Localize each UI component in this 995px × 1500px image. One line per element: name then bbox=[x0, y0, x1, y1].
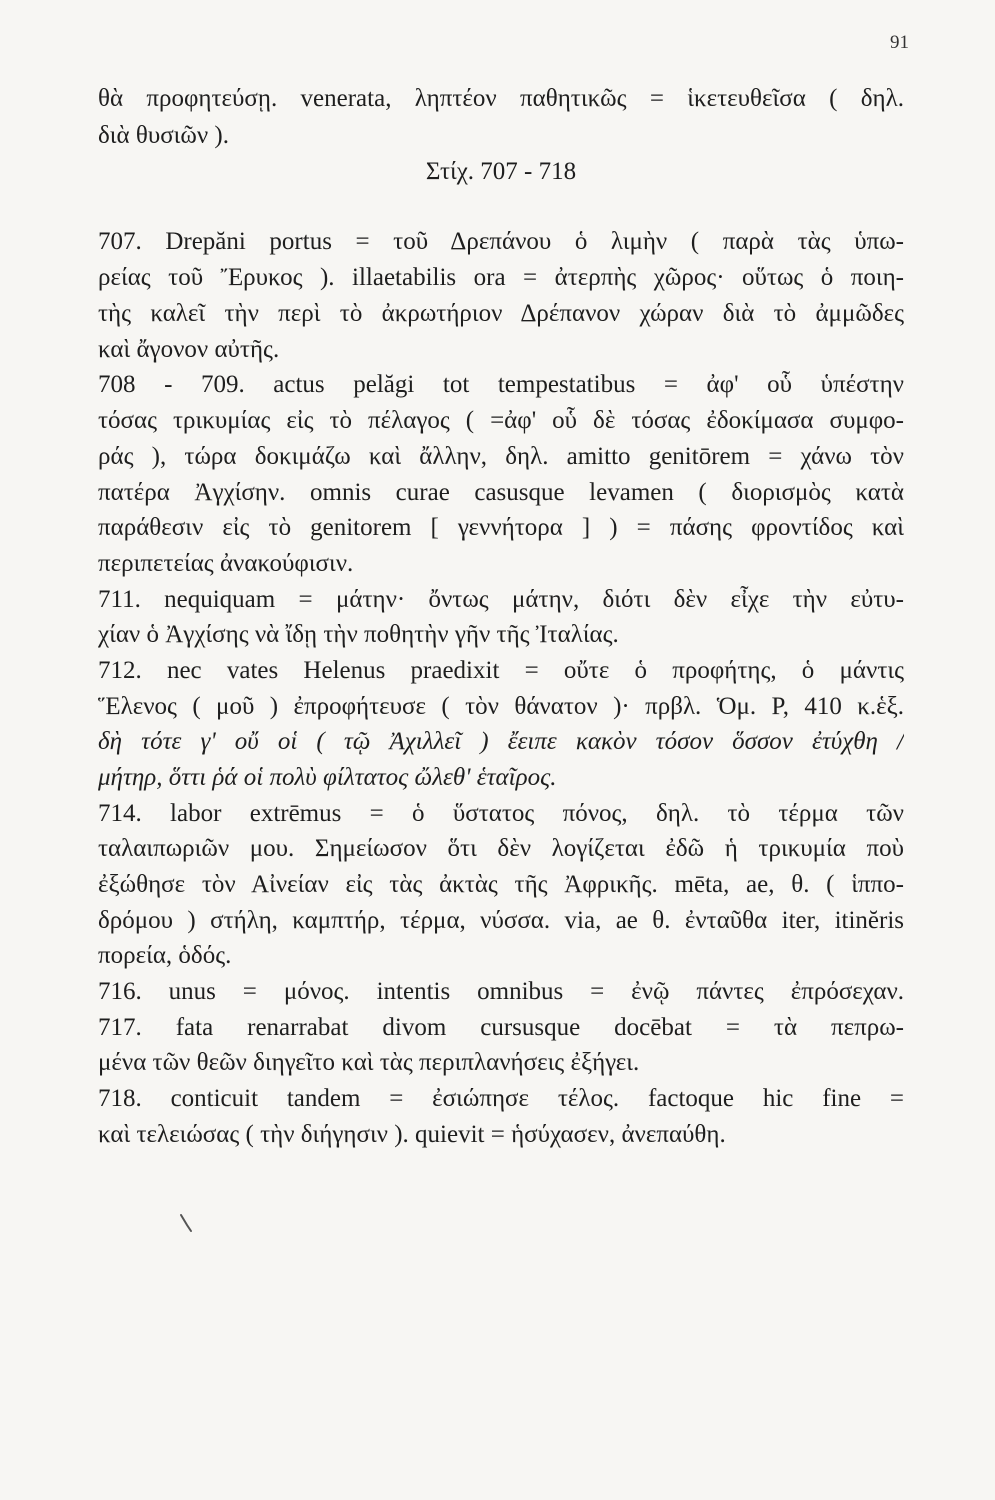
text-line: ράς ), τώρα δοκιμάζω καὶ ἄλλην, δηλ. amitto genitōrem = χάνω τὸν bbox=[98, 443, 904, 470]
text-line: χίαν ὁ Ἀγχίσης νὰ ἴδῃ τὴν ποθητὴν γῆν τῆς Ἰταλίας. bbox=[98, 621, 619, 648]
text-line: Ἕλενος ( μοῦ ) ἐπροφήτευσε ( τὸν θάνατον )· πρβλ. Ὁμ. Ρ, 410 κ.ἑξ. bbox=[98, 693, 904, 720]
quote-line: δὴ τότε γ' οὔ οἱ ( τῷ Ἀχιλλεῖ ) ἔειπε κακὸν τόσον ὅσσον ἐτύχθη / bbox=[98, 728, 904, 755]
text-line: 712. nec vates Helenus praedixit = οὔτε ὁ προφήτης, ὁ μάντις bbox=[98, 657, 904, 684]
text-line: 718. conticuit tandem = ἐσιώπησε τέλος. factoque hic fine = bbox=[98, 1085, 904, 1112]
text-line: 714. labor extrēmus = ὁ ὕστατος πόνος, δηλ. τὸ τέρμα τῶν bbox=[98, 800, 904, 827]
section-heading: Στίχ. 707 - 718 bbox=[425, 158, 577, 185]
text-line: πατέρα Ἀγχίσην. omnis curae casusque levamen ( διορισμὸς κατὰ bbox=[98, 479, 904, 506]
text-line: πορεία, ὁδός. bbox=[98, 942, 232, 969]
text-line: περιπετείας ἀνακούφισιν. bbox=[98, 550, 354, 577]
text-line: μένα τῶν θεῶν διηγεῖτο καὶ τὰς περιπλανήσεις ἐξήγει. bbox=[98, 1049, 640, 1076]
text-line: ταλαιπωριῶν μου. Σημείωσον ὅτι δὲν λογίζεται ἐδῶ ἡ τρικυμία ποὺ bbox=[98, 835, 904, 862]
text-line: τὴς καλεῖ τὴν περὶ τὸ ἀκρωτήριον Δρέπανον χώραν διὰ τὸ ἀμμῶδες bbox=[98, 300, 904, 327]
quote-line: μήτηρ, ὅττι ῥά οἱ πολὺ φίλτατος ὤλεθ' ἑταῖρος. bbox=[98, 764, 557, 791]
text-line: θὰ προφητεύσῃ. venerata, ληπτέον παθητικῶς = ἱκετευθεῖσα ( δηλ. bbox=[98, 85, 904, 112]
text-line: παράθεσιν εἰς τὸ genitorem [ γεννήτορα ] ) = πάσης φροντίδος καὶ bbox=[98, 514, 904, 541]
text-line: ἐξώθησε τὸν Αἰνείαν εἰς τὰς ἀκτὰς τῆς Ἀφρικῆς. mēta, ae, θ. ( ἱππο- bbox=[98, 871, 904, 898]
text-line: 708 - 709. actus pelăgi tot tempestatibus = ἀφ' οὗ ὑπέστην bbox=[98, 371, 904, 398]
text-line: 716. unus = μόνος. intentis omnibus = ἐνῷ πάντες ἐπρόσεχαν. bbox=[98, 978, 904, 1005]
text-line: διὰ θυσιῶν ). bbox=[98, 122, 229, 149]
text-line: 717. fata renarrabat divom cursusque docēbat = τὰ πεπρω- bbox=[98, 1014, 904, 1041]
text-line: δρόμου ) στήλη, καμπτήρ, τέρμα, νύσσα. via, ae θ. ἐνταῦθα iter, itinĕris bbox=[98, 907, 904, 934]
text-line: τόσας τρικυμίας εἰς τὸ πέλαγος ( =ἀφ' οὗ δὲ τόσας ἐδοκίμασα συμφο- bbox=[98, 407, 904, 434]
text-line: καὶ ἄγονον αὐτῆς. bbox=[98, 336, 280, 363]
page-number: 91 bbox=[890, 32, 909, 53]
text-line: 707. Drepăni portus = τοῦ Δρεπάνου ὁ λιμὴν ( παρὰ τὰς ὑπω- bbox=[98, 228, 904, 255]
pencil-mark-icon bbox=[178, 1212, 196, 1234]
text-line: καὶ τελειώσας ( τὴν διήγησιν ). quievit = ἡσύχασεν, ἀνεπαύθη. bbox=[98, 1121, 726, 1148]
text-line: 711. nequiquam = μάτην· ὄντως μάτην, διότι δὲν εἶχε τὴν εὐτυ- bbox=[98, 586, 904, 613]
text-line: ρείας τοῦ Ἔρυκος ). illaetabilis ora = ἀτερπὴς χῶρος· οὕτως ὁ ποιη- bbox=[98, 264, 904, 291]
